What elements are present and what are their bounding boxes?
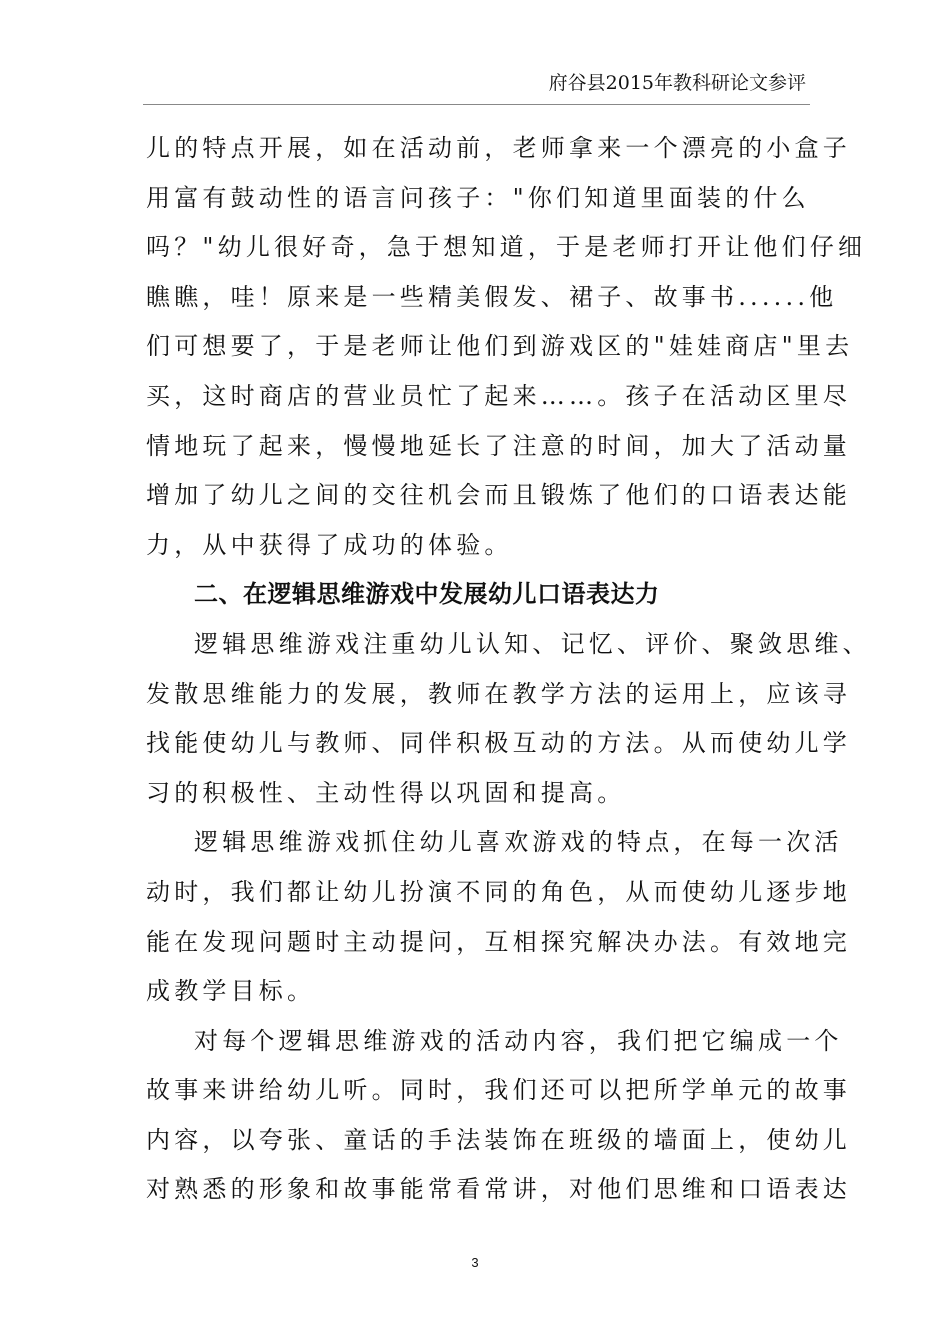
- running-header: 府谷县2015年教科研论文参评: [548, 72, 806, 94]
- text-line: 瞧瞧，哇！原来是一些精美假发、裙子、故事书......他: [146, 282, 838, 311]
- text-line: 吗？"幼儿很好奇，急于想知道，于是老师打开让他们仔细: [146, 233, 867, 262]
- text-line: 故事来讲给幼儿听。同时，我们还可以把所学单元的故事: [146, 1076, 851, 1105]
- page-number: 3: [471, 1255, 479, 1270]
- text-line: 用富有鼓动性的语言问孩子："你们知道里面装的什么: [146, 183, 810, 212]
- text-line: 能在发现问题时主动提问，互相探究解决办法。有效地完: [146, 927, 851, 956]
- section-heading: 二、在逻辑思维游戏中发展幼儿口语表达力: [194, 580, 660, 609]
- text-line: 对每个逻辑思维游戏的活动内容，我们把它编成一个: [194, 1026, 843, 1055]
- text-line: 儿的特点开展，如在活动前，老师拿来一个漂亮的小盒子: [146, 134, 851, 162]
- text-line: 买，这时商店的营业员忙了起来……。孩子在活动区里尽: [146, 381, 851, 410]
- text-line: 成教学目标。: [146, 977, 316, 1006]
- body-text: [146, 124, 871, 1215]
- text-line: 发散思维能力的发展，教师在教学方法的运用上，应该寻: [146, 679, 851, 708]
- header-rule: [143, 104, 810, 105]
- text-line: 逻辑思维游戏注重幼儿认知、记忆、评价、聚敛思维、: [194, 629, 871, 658]
- text-line: 逻辑思维游戏抓住幼儿喜欢游戏的特点，在每一次活: [194, 828, 843, 857]
- text-line: 内容，以夸张、童话的手法装饰在班级的墙面上，使幼儿: [146, 1125, 851, 1154]
- text-line: 情地玩了起来，慢慢地延长了注意的时间，加大了活动量: [146, 431, 851, 460]
- text-line: 增加了幼儿之间的交往机会而且锻炼了他们的口语表达能: [146, 481, 851, 510]
- text-line: 们可想要了，于是老师让他们到游戏区的"娃娃商店"里去: [146, 332, 854, 361]
- text-line: 习的积极性、主动性得以巩固和提高。: [146, 778, 626, 807]
- text-line: 对熟悉的形象和故事能常看常讲，对他们思维和口语表达: [146, 1175, 851, 1204]
- text-line: 力，从中获得了成功的体验。: [146, 530, 513, 559]
- text-line: 动时，我们都让幼儿扮演不同的角色，从而使幼儿逐步地: [146, 877, 851, 906]
- text-line: 找能使幼儿与教师、同伴积极互动的方法。从而使幼儿学: [146, 729, 851, 758]
